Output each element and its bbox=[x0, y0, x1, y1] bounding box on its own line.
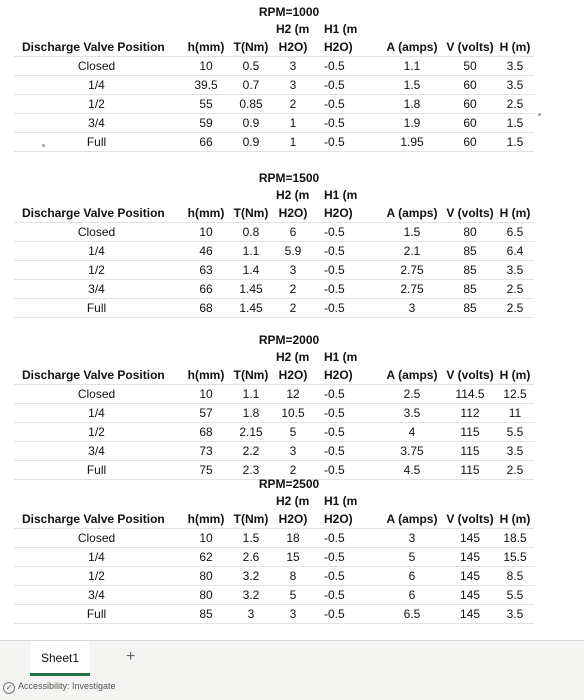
amps-cell[interactable]: 2.5 bbox=[403, 387, 421, 401]
h-mm-cell[interactable]: 63 bbox=[199, 263, 213, 277]
torque-cell[interactable]: 1.4 bbox=[242, 263, 260, 277]
table-row bbox=[14, 299, 534, 318]
head-cell[interactable]: 1.5 bbox=[506, 135, 524, 149]
table-row bbox=[14, 133, 534, 152]
torque-header[interactable]: T(Nm) bbox=[233, 368, 269, 382]
h1-cell[interactable]: -0.5 bbox=[324, 301, 345, 315]
head-cell[interactable]: 8.5 bbox=[506, 569, 524, 583]
head-cell[interactable]: 12.5 bbox=[503, 387, 527, 401]
h1-cell[interactable]: -0.5 bbox=[324, 225, 345, 239]
h-mm-cell[interactable]: 59 bbox=[199, 116, 213, 130]
h2-cell[interactable]: 5.9 bbox=[284, 244, 302, 258]
h2-cell[interactable]: 3 bbox=[289, 444, 297, 458]
h1-cell[interactable]: -0.5 bbox=[324, 406, 345, 420]
rpm-title[interactable]: RPM=2000 bbox=[258, 333, 320, 347]
h2-header-top[interactable]: H2 (m bbox=[276, 350, 310, 364]
h-mm-cell[interactable]: 46 bbox=[199, 244, 213, 258]
h2-cell[interactable]: 15 bbox=[286, 550, 300, 564]
rpm-2500-table bbox=[14, 476, 534, 624]
h1-cell[interactable]: -0.5 bbox=[324, 59, 345, 73]
h-mm-cell[interactable]: 85 bbox=[199, 607, 213, 621]
torque-cell[interactable]: 2.15 bbox=[239, 425, 263, 439]
table-row bbox=[14, 223, 534, 242]
amps-cell[interactable]: 1.5 bbox=[403, 78, 421, 92]
head-cell[interactable]: 3.5 bbox=[506, 59, 524, 73]
h2-cell[interactable]: 6 bbox=[289, 225, 297, 239]
volts-cell[interactable]: 85 bbox=[463, 301, 477, 315]
h1-header[interactable]: H2O) bbox=[324, 206, 353, 220]
amps-cell[interactable]: 3.5 bbox=[403, 406, 421, 420]
h2-header-top[interactable]: H2 (m bbox=[276, 188, 310, 202]
h1-cell[interactable]: -0.5 bbox=[324, 588, 345, 602]
head-cell[interactable]: 5.5 bbox=[506, 588, 524, 602]
volts-cell[interactable]: 60 bbox=[463, 116, 477, 130]
h1-cell[interactable]: -0.5 bbox=[324, 116, 345, 130]
head-cell[interactable]: 15.5 bbox=[503, 550, 527, 564]
amps-cell[interactable]: 4.5 bbox=[403, 463, 421, 477]
table-row bbox=[14, 114, 534, 133]
h-mm-header[interactable]: h(mm) bbox=[187, 206, 225, 220]
torque-cell[interactable]: 3.2 bbox=[242, 588, 260, 602]
volts-cell[interactable]: 145 bbox=[459, 569, 481, 583]
table-row bbox=[14, 586, 534, 605]
position-cell[interactable]: 1/4 bbox=[88, 244, 105, 258]
amps-cell[interactable]: 3 bbox=[408, 531, 416, 545]
torque-header[interactable]: T(Nm) bbox=[233, 206, 269, 220]
table-row bbox=[14, 605, 534, 624]
h2-cell[interactable]: 5 bbox=[289, 588, 297, 602]
h2-cell[interactable]: 2 bbox=[289, 463, 297, 477]
h-mm-cell[interactable]: 62 bbox=[199, 550, 213, 564]
volts-cell[interactable]: 115 bbox=[460, 463, 480, 477]
sheet-tab-bar bbox=[0, 640, 584, 677]
h1-header[interactable]: H2O) bbox=[324, 512, 353, 526]
torque-cell[interactable]: 0.8 bbox=[242, 225, 260, 239]
amps-cell[interactable]: 6 bbox=[408, 569, 416, 583]
amps-cell[interactable]: 2.75 bbox=[400, 263, 424, 277]
h1-header[interactable]: H2O) bbox=[324, 40, 353, 54]
head-cell[interactable]: 5.5 bbox=[506, 425, 524, 439]
h2-cell[interactable]: 2 bbox=[289, 282, 297, 296]
torque-cell[interactable]: 1.45 bbox=[239, 301, 263, 315]
h2-cell[interactable]: 3 bbox=[289, 263, 297, 277]
h2-cell[interactable]: 2 bbox=[289, 301, 297, 315]
data-rows bbox=[14, 529, 534, 624]
h1-cell[interactable]: -0.5 bbox=[324, 78, 345, 92]
torque-cell[interactable]: 2.3 bbox=[242, 463, 260, 477]
h2-header[interactable]: H2O) bbox=[278, 512, 308, 526]
volts-cell[interactable]: 80 bbox=[463, 225, 477, 239]
h-mm-cell[interactable]: 73 bbox=[199, 444, 213, 458]
head-cell[interactable]: 3.5 bbox=[506, 263, 524, 277]
h-mm-header[interactable]: h(mm) bbox=[187, 40, 225, 54]
position-cell[interactable]: Closed bbox=[77, 225, 116, 239]
h2-cell[interactable]: 2 bbox=[289, 97, 297, 111]
head-header[interactable]: H (m) bbox=[499, 368, 531, 382]
torque-cell[interactable]: 0.9 bbox=[242, 135, 260, 149]
head-header[interactable]: H (m) bbox=[499, 40, 531, 54]
torque-cell[interactable]: 0.9 bbox=[242, 116, 260, 130]
h-mm-cell[interactable]: 55 bbox=[199, 97, 213, 111]
torque-cell[interactable]: 3 bbox=[247, 607, 255, 621]
head-cell[interactable]: 2.5 bbox=[506, 97, 524, 111]
h2-header-top[interactable]: H2 (m bbox=[276, 22, 310, 36]
position-cell[interactable]: Closed bbox=[77, 59, 116, 73]
position-cell[interactable]: 1/2 bbox=[88, 263, 105, 277]
h1-cell[interactable]: -0.5 bbox=[324, 244, 345, 258]
torque-cell[interactable]: 0.85 bbox=[239, 97, 263, 111]
h-mm-header[interactable]: h(mm) bbox=[187, 368, 225, 382]
amps-cell[interactable]: 2.75 bbox=[400, 282, 424, 296]
volts-cell[interactable]: 50 bbox=[463, 59, 477, 73]
table-row bbox=[14, 242, 534, 261]
volts-cell[interactable]: 60 bbox=[463, 135, 477, 149]
rpm-title[interactable]: RPM=1500 bbox=[258, 171, 320, 185]
data-rows bbox=[14, 57, 534, 152]
torque-cell[interactable]: 0.7 bbox=[242, 78, 260, 92]
torque-header[interactable]: T(Nm) bbox=[233, 40, 269, 54]
volts-cell[interactable]: 114.5 bbox=[455, 387, 485, 401]
volts-cell[interactable]: 85 bbox=[463, 282, 477, 296]
amps-cell[interactable]: 6 bbox=[408, 588, 416, 602]
position-header[interactable]: Discharge Valve Position bbox=[22, 206, 165, 220]
h2-header[interactable]: H2O) bbox=[278, 40, 308, 54]
amps-cell[interactable]: 1.95 bbox=[400, 135, 424, 149]
volts-cell[interactable]: 115 bbox=[460, 425, 480, 439]
accessibility-icon[interactable]: ✓ bbox=[3, 682, 15, 694]
volts-cell[interactable]: 85 bbox=[463, 244, 477, 258]
table-row bbox=[14, 567, 534, 586]
h2-header-top[interactable]: H2 (m bbox=[276, 494, 310, 508]
position-cell[interactable]: Closed bbox=[77, 531, 116, 545]
position-cell[interactable]: 3/4 bbox=[88, 588, 105, 602]
position-cell[interactable]: Full bbox=[86, 135, 107, 149]
head-cell[interactable]: 1.5 bbox=[506, 116, 524, 130]
position-cell[interactable]: 1/4 bbox=[88, 78, 105, 92]
head-cell[interactable]: 11 bbox=[508, 406, 522, 420]
h1-cell[interactable]: -0.5 bbox=[324, 263, 345, 277]
data-rows bbox=[14, 223, 534, 318]
volts-header[interactable]: V (volts) bbox=[446, 512, 494, 526]
position-cell[interactable]: Full bbox=[86, 607, 107, 621]
table-row bbox=[14, 57, 534, 76]
h1-cell[interactable]: -0.5 bbox=[324, 387, 345, 401]
h2-header[interactable]: H2O) bbox=[278, 368, 308, 382]
head-cell[interactable]: 6.4 bbox=[506, 244, 524, 258]
h2-cell[interactable]: 1 bbox=[289, 116, 297, 130]
volts-cell[interactable]: 112 bbox=[460, 406, 480, 420]
h2-cell[interactable]: 3 bbox=[289, 78, 297, 92]
volts-cell[interactable]: 145 bbox=[459, 588, 481, 602]
amps-cell[interactable]: 3.75 bbox=[400, 444, 424, 458]
stray-dot bbox=[42, 144, 45, 147]
h-mm-cell[interactable]: 80 bbox=[199, 569, 213, 583]
volts-cell[interactable]: 60 bbox=[463, 97, 477, 111]
h1-header-top[interactable]: H1 (m bbox=[324, 188, 358, 202]
torque-cell[interactable]: 1.45 bbox=[239, 282, 263, 296]
amps-cell[interactable]: 1.1 bbox=[403, 59, 421, 73]
rpm-2000-table bbox=[14, 332, 534, 480]
position-cell[interactable]: Full bbox=[86, 463, 107, 477]
volts-cell[interactable]: 145 bbox=[459, 550, 481, 564]
add-sheet-icon[interactable]: + bbox=[126, 648, 136, 665]
torque-cell[interactable]: 2.2 bbox=[242, 444, 260, 458]
h2-cell[interactable]: 10.5 bbox=[281, 406, 305, 420]
table-row bbox=[14, 280, 534, 299]
accessibility-status[interactable]: Accessibility: Investigate bbox=[18, 681, 116, 691]
h-mm-cell[interactable]: 57 bbox=[199, 406, 213, 420]
amps-header[interactable]: A (amps) bbox=[386, 512, 438, 526]
head-cell[interactable]: 2.5 bbox=[506, 282, 524, 296]
h-mm-cell[interactable]: 10 bbox=[199, 59, 213, 73]
h2-cell[interactable]: 3 bbox=[289, 59, 297, 73]
h1-header-top[interactable]: H1 (m bbox=[324, 22, 358, 36]
header-row bbox=[14, 510, 534, 529]
h-mm-cell[interactable]: 66 bbox=[199, 282, 213, 296]
rpm-title[interactable]: RPM=1000 bbox=[258, 5, 320, 19]
head-cell[interactable]: 2.5 bbox=[506, 463, 524, 477]
torque-cell[interactable]: 3.2 bbox=[242, 569, 260, 583]
header-row bbox=[14, 366, 534, 385]
h2-header[interactable]: H2O) bbox=[278, 206, 308, 220]
volts-cell[interactable]: 145 bbox=[459, 607, 481, 621]
position-cell[interactable]: 1/2 bbox=[88, 425, 105, 439]
sheet-tab-sheet1[interactable]: Sheet1 bbox=[30, 641, 90, 676]
position-cell[interactable]: 3/4 bbox=[88, 282, 105, 296]
h-mm-cell[interactable]: 66 bbox=[199, 135, 213, 149]
h1-cell[interactable]: -0.5 bbox=[324, 425, 345, 439]
h-mm-cell[interactable]: 68 bbox=[199, 425, 213, 439]
amps-cell[interactable]: 6.5 bbox=[403, 607, 421, 621]
position-cell[interactable]: 1/2 bbox=[88, 97, 105, 111]
position-cell[interactable]: Closed bbox=[77, 387, 116, 401]
h-mm-cell[interactable]: 68 bbox=[199, 301, 213, 315]
header-row bbox=[14, 38, 534, 57]
volts-cell[interactable]: 60 bbox=[463, 78, 477, 92]
h-mm-cell[interactable]: 39.5 bbox=[194, 78, 218, 92]
h1-cell[interactable]: -0.5 bbox=[324, 444, 345, 458]
h-mm-cell[interactable]: 10 bbox=[199, 225, 213, 239]
volts-cell[interactable]: 85 bbox=[463, 263, 477, 277]
h2-cell[interactable]: 3 bbox=[289, 607, 297, 621]
h2-cell[interactable]: 1 bbox=[289, 135, 297, 149]
table-row bbox=[14, 529, 534, 548]
amps-cell[interactable]: 1.5 bbox=[403, 225, 421, 239]
h1-header-top[interactable]: H1 (m bbox=[324, 350, 358, 364]
volts-header[interactable]: V (volts) bbox=[446, 206, 494, 220]
h2-cell[interactable]: 12 bbox=[286, 387, 300, 401]
h-mm-header[interactable]: h(mm) bbox=[187, 512, 225, 526]
table-row bbox=[14, 261, 534, 280]
position-header[interactable]: Discharge Valve Position bbox=[22, 512, 165, 526]
data-rows bbox=[14, 385, 534, 480]
volts-cell[interactable]: 145 bbox=[459, 531, 481, 545]
h-mm-cell[interactable]: 10 bbox=[199, 387, 213, 401]
position-header[interactable]: Discharge Valve Position bbox=[22, 368, 165, 382]
position-cell[interactable]: 1/4 bbox=[88, 550, 105, 564]
status-bar bbox=[0, 676, 584, 700]
table-row bbox=[14, 442, 534, 461]
h1-cell[interactable]: -0.5 bbox=[324, 550, 345, 564]
amps-cell[interactable]: 2.1 bbox=[403, 244, 421, 258]
torque-cell[interactable]: 1.1 bbox=[242, 387, 260, 401]
h1-cell[interactable]: -0.5 bbox=[324, 569, 345, 583]
table-row bbox=[14, 95, 534, 114]
torque-cell[interactable]: 1.8 bbox=[242, 406, 260, 420]
volts-header[interactable]: V (volts) bbox=[446, 368, 494, 382]
h2-cell[interactable]: 18 bbox=[286, 531, 300, 545]
head-cell[interactable]: 2.5 bbox=[506, 301, 524, 315]
torque-cell[interactable]: 1.5 bbox=[242, 531, 260, 545]
volts-header[interactable]: V (volts) bbox=[446, 40, 494, 54]
position-cell[interactable]: 3/4 bbox=[88, 444, 105, 458]
amps-header[interactable]: A (amps) bbox=[386, 40, 438, 54]
position-cell[interactable]: 1/4 bbox=[88, 406, 105, 420]
rpm-1000-table bbox=[14, 4, 534, 152]
h1-cell[interactable]: -0.5 bbox=[324, 607, 345, 621]
amps-cell[interactable]: 3 bbox=[408, 301, 416, 315]
torque-cell[interactable]: 2.6 bbox=[242, 550, 260, 564]
head-header[interactable]: H (m) bbox=[499, 206, 531, 220]
table-row bbox=[14, 385, 534, 404]
amps-cell[interactable]: 1.8 bbox=[403, 97, 421, 111]
volts-cell[interactable]: 115 bbox=[460, 444, 480, 458]
h1-header-top[interactable]: H1 (m bbox=[324, 494, 358, 508]
table-row bbox=[14, 404, 534, 423]
stray-dot bbox=[538, 113, 541, 116]
table-row bbox=[14, 548, 534, 567]
h1-cell[interactable]: -0.5 bbox=[324, 135, 345, 149]
amps-cell[interactable]: 4 bbox=[408, 425, 416, 439]
torque-cell[interactable]: 0.5 bbox=[242, 59, 260, 73]
h-mm-cell[interactable]: 75 bbox=[199, 463, 213, 477]
amps-header[interactable]: A (amps) bbox=[386, 368, 438, 382]
position-cell[interactable]: 3/4 bbox=[88, 116, 105, 130]
position-cell[interactable]: Full bbox=[86, 301, 107, 315]
rpm-title[interactable]: RPM=2500 bbox=[258, 477, 320, 491]
h2-cell[interactable]: 5 bbox=[289, 425, 297, 439]
torque-cell[interactable]: 1.1 bbox=[242, 244, 260, 258]
position-header[interactable]: Discharge Valve Position bbox=[22, 40, 165, 54]
head-cell[interactable]: 3.5 bbox=[506, 607, 524, 621]
h1-cell[interactable]: -0.5 bbox=[324, 97, 345, 111]
amps-cell[interactable]: 5 bbox=[408, 550, 416, 564]
head-header[interactable]: H (m) bbox=[499, 512, 531, 526]
position-cell[interactable]: 1/2 bbox=[88, 569, 105, 583]
torque-header[interactable]: T(Nm) bbox=[233, 512, 269, 526]
h2-cell[interactable]: 8 bbox=[289, 569, 297, 583]
head-cell[interactable]: 3.5 bbox=[506, 444, 524, 458]
h-mm-cell[interactable]: 80 bbox=[199, 588, 213, 602]
table-row bbox=[14, 423, 534, 442]
table-row bbox=[14, 76, 534, 95]
h1-cell[interactable]: -0.5 bbox=[324, 282, 345, 296]
h1-cell[interactable]: -0.5 bbox=[324, 463, 345, 477]
h1-header[interactable]: H2O) bbox=[324, 368, 353, 382]
head-cell[interactable]: 6.5 bbox=[506, 225, 524, 239]
amps-header[interactable]: A (amps) bbox=[386, 206, 438, 220]
amps-cell[interactable]: 1.9 bbox=[403, 116, 421, 130]
header-row bbox=[14, 204, 534, 223]
h1-cell[interactable]: -0.5 bbox=[324, 531, 345, 545]
rpm-1500-table bbox=[14, 170, 534, 318]
head-cell[interactable]: 3.5 bbox=[506, 78, 524, 92]
h-mm-cell[interactable]: 10 bbox=[199, 531, 213, 545]
head-cell[interactable]: 18.5 bbox=[503, 531, 527, 545]
